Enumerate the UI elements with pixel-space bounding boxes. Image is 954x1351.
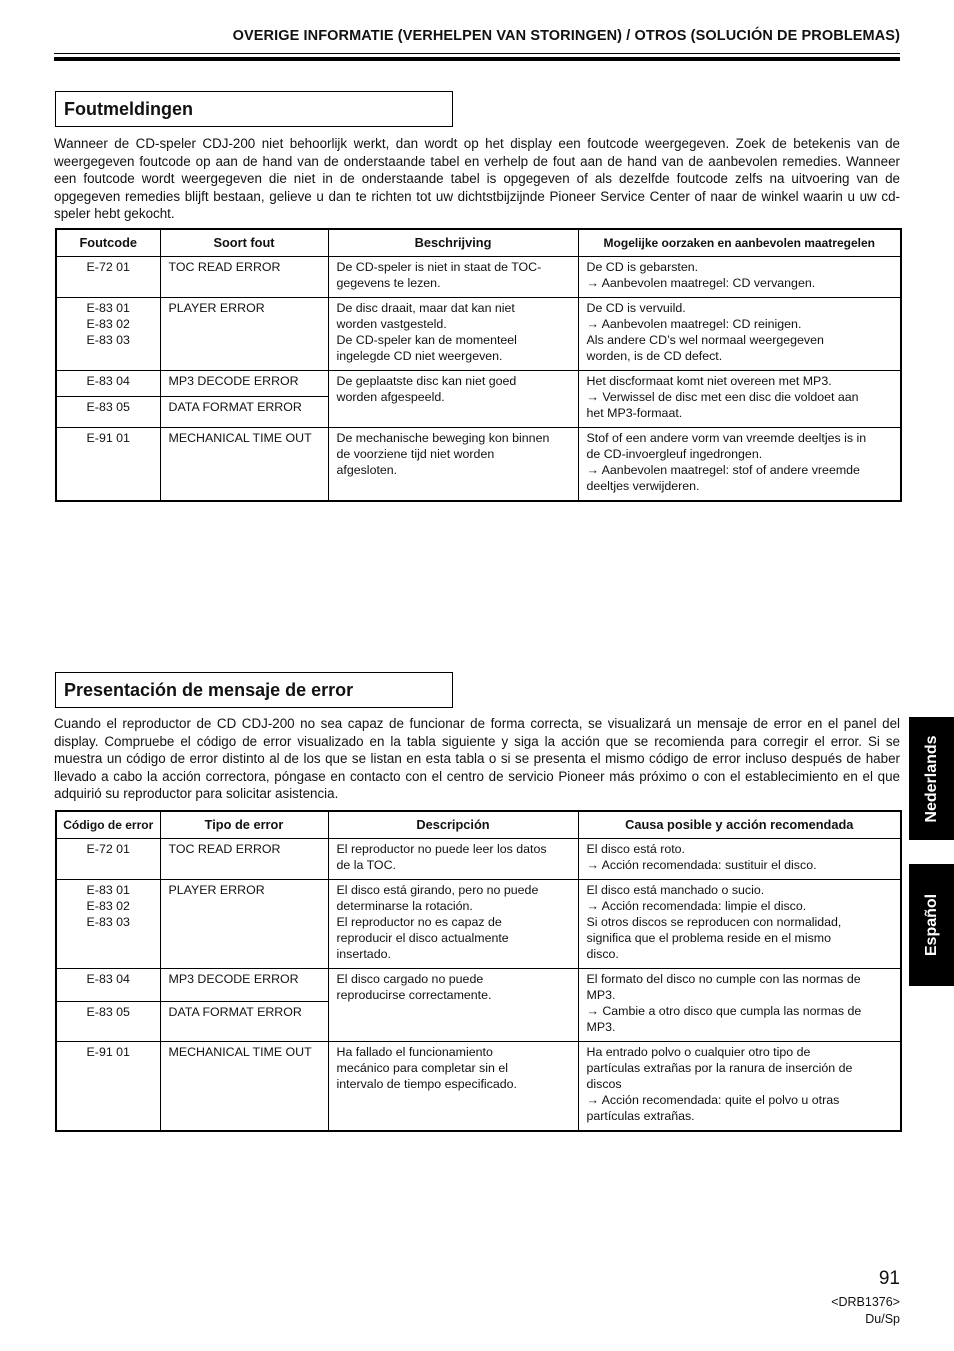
description-cell: De disc draait, maar dat kan niet worden vastgesteld. De CD-speler kan de momenteel ingelegde CD niet weergeven. xyxy=(328,298,578,371)
lang-code-line: Du/Sp xyxy=(865,1312,900,1326)
error-code-cell: E-83 04 xyxy=(56,371,160,397)
error-code-cell: E-83 01 E-83 02 E-83 03 xyxy=(56,298,160,371)
table-header-row xyxy=(56,229,901,257)
table-row xyxy=(56,880,901,969)
header-rule-thick xyxy=(54,57,900,61)
causes-cell: El disco está manchado o sucio. → Acción recomendada: limpie el disco. Si otros discos se reproducen con normalidad, significa que el problema reside en el mismo disco. xyxy=(578,880,901,969)
side-tab-label: Nederlands xyxy=(922,734,940,823)
table-row xyxy=(56,257,901,298)
table-row xyxy=(56,371,901,397)
header-rule-thin xyxy=(54,53,900,54)
error-table-nl xyxy=(55,228,902,502)
causes-cell: El formato del disco no cumple con las normas de MP3. → Cambie a otro disco que cumpla las normas de MP3. xyxy=(578,969,901,1042)
document-code xyxy=(831,1294,900,1328)
page-header-title: OVERIGE INFORMATIE (VERHELPEN VAN STORINGEN) / OTROS (SOLUCIÓN DE PROBLEMAS) xyxy=(232,28,900,44)
table-row xyxy=(56,428,901,502)
causes-cell: De CD is gebarsten. → Aanbevolen maatregel: CD vervangen. xyxy=(578,257,901,298)
intro-paragraph-es: Cuando el reproductor de CD CDJ-200 no sea capaz de funcionar de forma correcta, se visualizará un mensaje de error en el panel del display. Compruebe el código de error visualizado en la tabla siguiente y siga la acción que se recomienda para corregir el error. Si se muestra un código de error distinto al de los que se listan en esta tabla o si se presenta el mismo código de error incluso después de haber llevado a cabo la acción correctora, póngase en contacto con el centro de servicio Pioneer más próximo o con el establecimiento en el que adquirió su reproductor para solicitar asistencia. xyxy=(54,716,900,801)
section-title-presentacion: Presentación de mensaje de error xyxy=(55,672,453,708)
section-title-foutmeldingen: Foutmeldingen xyxy=(55,91,453,127)
error-type-cell: MECHANICAL TIME OUT xyxy=(160,428,328,502)
description-cell: El reproductor no puede leer los datos de la TOC. xyxy=(328,839,578,880)
error-type-cell: MP3 DECODE ERROR xyxy=(160,371,328,397)
error-code-cell: E-83 05 xyxy=(56,397,160,428)
table-row xyxy=(56,298,901,371)
error-code-cell: E-72 01 xyxy=(56,839,160,880)
error-type-cell: TOC READ ERROR xyxy=(160,839,328,880)
column-header-description: Beschrijving xyxy=(328,229,578,257)
description-cell: El disco cargado no puede reproducirse correctamente. xyxy=(328,969,578,1042)
causes-cell: De CD is vervuild. → Aanbevolen maatregel: CD reinigen. Als andere CD’s wel normaal weergegeven worden, is de CD defect. xyxy=(578,298,901,371)
side-tab-label: Español xyxy=(922,893,940,957)
doc-code-line: <DRB1376> xyxy=(831,1295,900,1309)
error-code-cell: E-83 04 xyxy=(56,969,160,1002)
description-cell: Ha fallado el funcionamiento mecánico para completar sin el intervalo de tiempo especificado. xyxy=(328,1042,578,1132)
error-type-cell: MECHANICAL TIME OUT xyxy=(160,1042,328,1132)
description-cell: De CD-speler is niet in staat de TOC- gegevens te lezen. xyxy=(328,257,578,298)
error-type-cell: PLAYER ERROR xyxy=(160,880,328,969)
page-number: 91 xyxy=(878,1268,900,1289)
column-header-type: Tipo de error xyxy=(160,811,328,839)
intro-paragraph-nl: Wanneer de CD-speler CDJ-200 niet behoorlijk werkt, dan wordt op het display een foutcode weergegeven. Zoek de betekenis van de weergegeven foutcode op aan de hand van de onderstaande tabel en verhelp de fout aan de hand van de aanbevolen remedies. Wanneer een foutcode wordt weergegeven die niet in de onderstaande tabel is opgegeven of als dezelfde foutcode zelfs na uitvoering van de opgegeven remedies blijft bestaan, gelieve u dan te richten tot uw dichtstbijzijnde Pioneer Service Center of naar de winkel waarin u uw cd-speler hebt gekocht. xyxy=(54,136,900,221)
error-code-cell: E-72 01 xyxy=(56,257,160,298)
error-table-es xyxy=(55,810,902,1132)
column-header-code: Código de error xyxy=(56,811,160,839)
column-header-code: Foutcode xyxy=(56,229,160,257)
description-cell: De geplaatste disc kan niet goed worden afgespeeld. xyxy=(328,371,578,428)
error-code-cell: E-83 01 E-83 02 E-83 03 xyxy=(56,880,160,969)
table-row xyxy=(56,839,901,880)
error-code-cell: E-91 01 xyxy=(56,1042,160,1132)
error-type-cell: DATA FORMAT ERROR xyxy=(160,397,328,428)
description-cell: De mechanische beweging kon binnen de voorziene tijd niet worden afgesloten. xyxy=(328,428,578,502)
causes-cell: El disco está roto. → Acción recomendada: sustituir el disco. xyxy=(578,839,901,880)
side-tab-nederlands[interactable] xyxy=(909,717,954,840)
column-header-description: Descripción xyxy=(328,811,578,839)
description-cell: El disco está girando, pero no puede determinarse la rotación. El reproductor no es capaz de reproducir el disco actualmente insertado. xyxy=(328,880,578,969)
error-type-cell: PLAYER ERROR xyxy=(160,298,328,371)
error-type-cell: TOC READ ERROR xyxy=(160,257,328,298)
error-code-cell: E-91 01 xyxy=(56,428,160,502)
table-row xyxy=(56,969,901,1002)
causes-cell: Ha entrado polvo o cualquier otro tipo de partículas extrañas por la ranura de inserción de discos → Acción recomendada: quite el polvo u otras partículas extrañas. xyxy=(578,1042,901,1132)
column-header-causes: Mogelijke oorzaken en aanbevolen maatregelen xyxy=(578,229,901,257)
causes-cell: Het discformaat komt niet overeen met MP3. → Verwissel de disc met een disc die voldoet aan het MP3-formaat. xyxy=(578,371,901,428)
table-header-row xyxy=(56,811,901,839)
error-code-cell: E-83 05 xyxy=(56,1002,160,1042)
error-type-cell: MP3 DECODE ERROR xyxy=(160,969,328,1002)
side-tab-espanol[interactable] xyxy=(909,864,954,986)
table-row xyxy=(56,1042,901,1132)
causes-cell: Stof of een andere vorm van vreemde deeltjes is in de CD-invoergleuf ingedrongen. → Aanbevolen maatregel: stof of andere vreemde deeltjes verwijderen. xyxy=(578,428,901,502)
column-header-causes: Causa posible y acción recomendada xyxy=(578,811,901,839)
error-type-cell: DATA FORMAT ERROR xyxy=(160,1002,328,1042)
column-header-type: Soort fout xyxy=(160,229,328,257)
